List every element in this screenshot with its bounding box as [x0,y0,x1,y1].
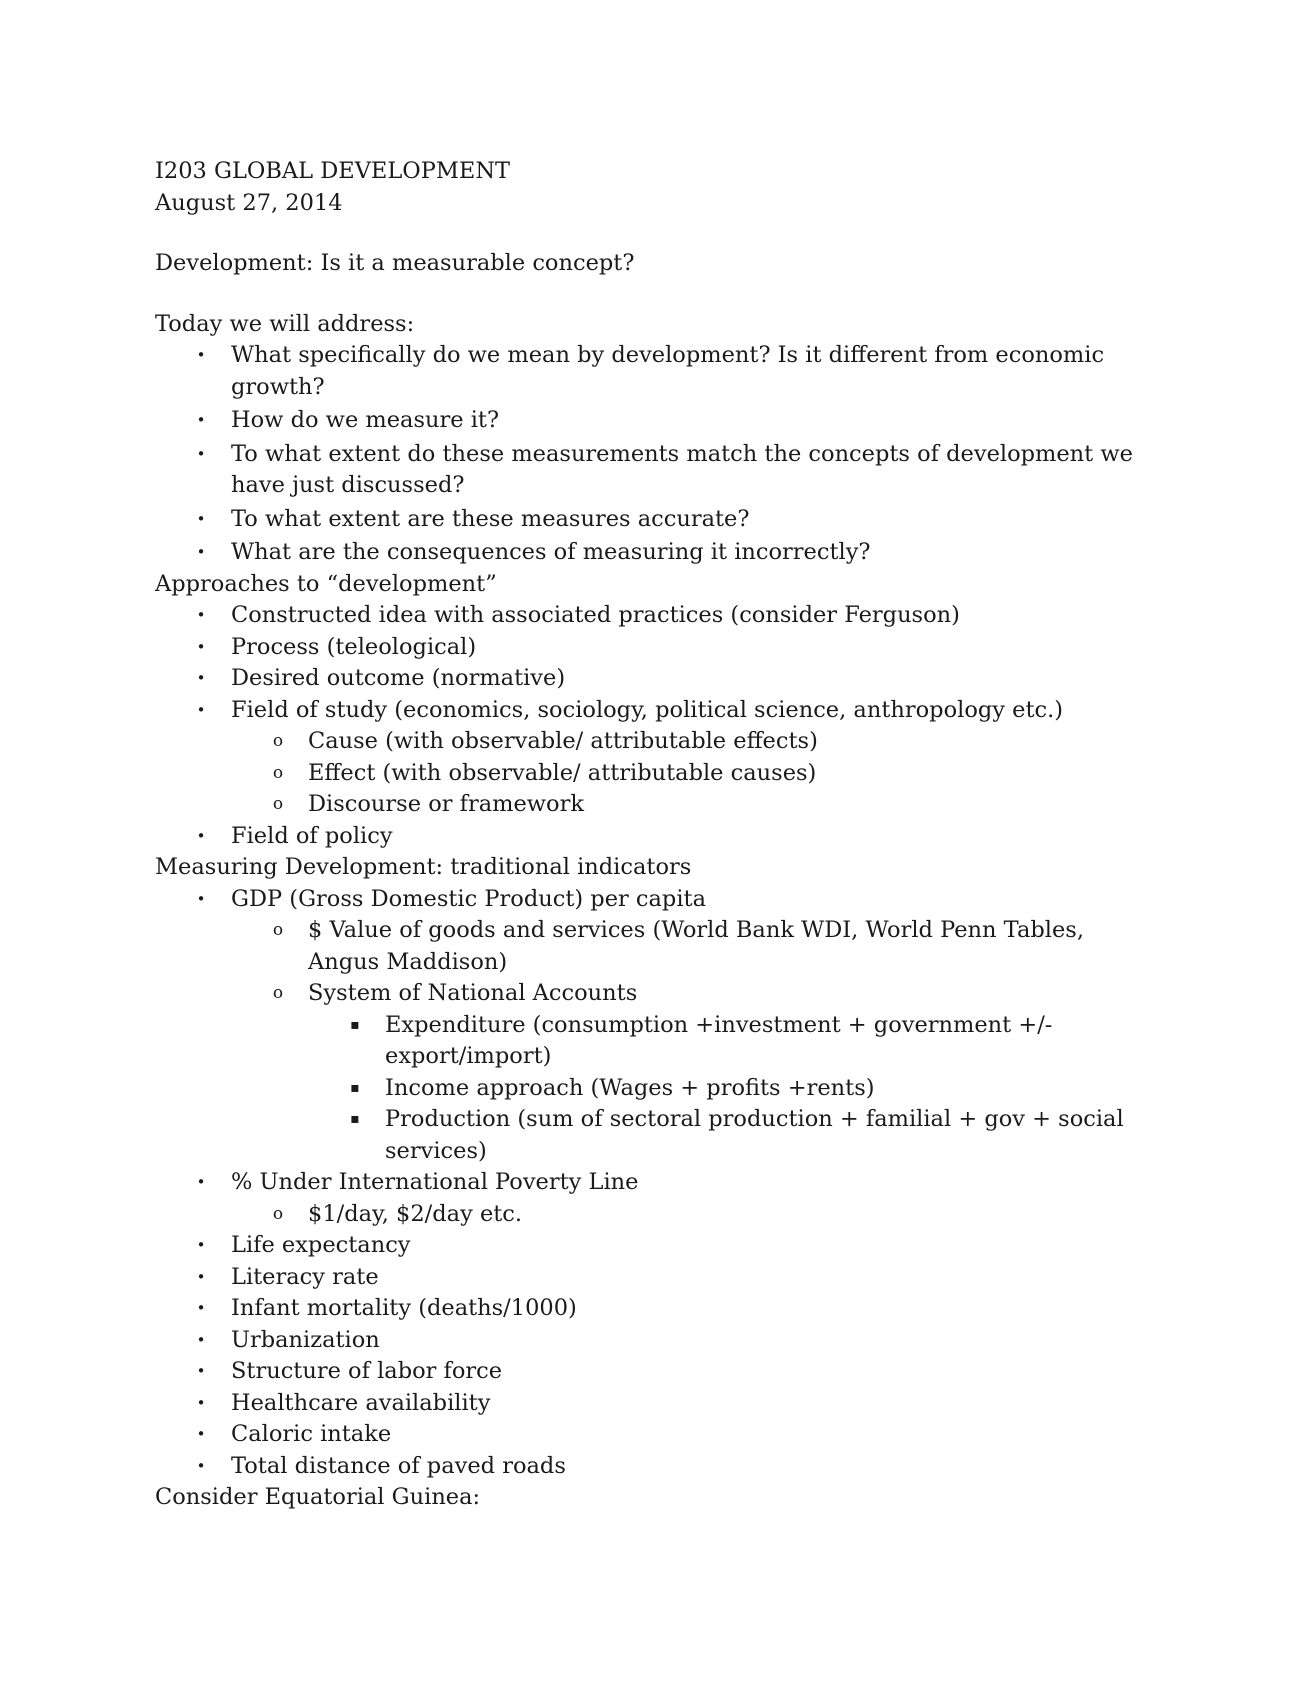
list-item: • Structure of labor force [155,1356,1145,1388]
list-item: • Literacy rate [155,1262,1145,1294]
list-item: • Field of policy [155,821,1145,853]
bullet-icon: • [196,1425,206,1443]
sub-list-item: o Cause (with observable/ attributable effects) [155,726,1145,758]
measuring-heading: Measuring Development: traditional indicators [155,854,692,880]
circle-bullet-icon: o [272,983,284,1003]
sub-sub-list-item: ▪ Income approach (Wages + profits +rents) [155,1073,1145,1105]
sub-sub-list-item: ▪ Production (sum of sectoral production + familial + gov + social services) [155,1104,1145,1167]
list-item: • Healthcare availability [155,1388,1145,1420]
list-item: • To what extent do these measurements match the concepts of development we have just discussed? [155,439,1145,502]
list-item: • % Under International Poverty Line [155,1167,1145,1199]
circle-bullet-icon: o [272,794,284,814]
agenda-list [155,340,1145,569]
sub-sub-list-item: ▪ Expenditure (consumption +investment + government +/- export/import) [155,1010,1145,1073]
list-item: • Desired outcome (normative) [155,663,1145,695]
list-item: • Field of study (economics, sociology, political science, anthropology etc.) [155,695,1145,727]
list-item: • What are the consequences of measuring it incorrectly? [155,537,1145,569]
list-item: • Process (teleological) [155,632,1145,664]
closing-line: Consider Equatorial Guinea: [155,1484,481,1510]
agenda-heading: Today we will address: [155,310,415,337]
spacer [155,280,1145,309]
spacer [155,219,1145,248]
square-bullet-icon: ▪ [350,1079,360,1096]
measuring-list [155,884,1145,1483]
bullet-icon: • [196,509,206,528]
square-bullet-icon: ▪ [350,1111,360,1127]
sub-list-item: o Effect (with observable/ attributable causes) [155,758,1145,790]
document-date: August 27, 2014 [155,189,343,216]
bullet-icon: • [196,606,206,624]
bullet-icon: • [196,700,206,719]
bullet-icon: • [196,889,206,908]
bullet-icon: • [196,1456,206,1475]
list-item: • Total distance of paved roads [155,1451,1145,1483]
circle-bullet-icon: o [272,762,284,783]
bullet-icon: • [196,543,206,561]
bullet-icon: • [196,1362,206,1380]
sub-list-item: o $ Value of goods and services (World Bank WDI, World Penn Tables, Angus Maddison) [155,915,1145,978]
sub-list-item: o $1/day, $2/day etc. [155,1199,1145,1231]
list-item: • Infant mortality (deaths/1000) [155,1293,1145,1325]
course-title: I203 GLOBAL DEVELOPMENT [155,158,511,184]
list-item: • To what extent are these measures accurate? [155,504,1145,536]
list-item: • GDP (Gross Domestic Product) per capita [155,884,1145,916]
list-item: • What specifically do we mean by development? Is it different from economic growth? [155,340,1145,403]
list-item: • How do we measure it? [155,405,1145,437]
approaches-list [155,600,1145,852]
bullet-icon: • [196,669,206,687]
list-item: • Urbanization [155,1325,1145,1357]
sub-list-item: o Discourse or framework [155,789,1145,821]
circle-bullet-icon: o [272,920,284,940]
list-item: • Constructed idea with associated practices (consider Ferguson) [155,600,1145,632]
bullet-icon: • [196,1299,206,1317]
document-body [155,156,1145,1514]
bullet-icon: • [196,1236,206,1254]
sub-list-item: o System of National Accounts [155,978,1145,1010]
bullet-icon: • [196,1267,206,1286]
circle-bullet-icon: o [272,731,284,751]
bullet-icon: • [196,1330,206,1349]
bullet-icon: • [196,1173,206,1191]
bullet-icon: • [196,1393,206,1412]
bullet-icon: • [196,444,206,463]
bullet-icon: • [196,826,206,845]
circle-bullet-icon: o [272,1203,284,1224]
bullet-icon: • [196,346,206,364]
bullet-icon: • [196,411,206,429]
square-bullet-icon: ▪ [350,1016,360,1033]
main-question: Development: Is it a measurable concept? [155,250,635,276]
approaches-heading: Approaches to “development” [155,570,497,597]
bullet-icon: • [196,637,206,656]
list-item: • Life expectancy [155,1230,1145,1262]
list-item: • Caloric intake [155,1419,1145,1451]
